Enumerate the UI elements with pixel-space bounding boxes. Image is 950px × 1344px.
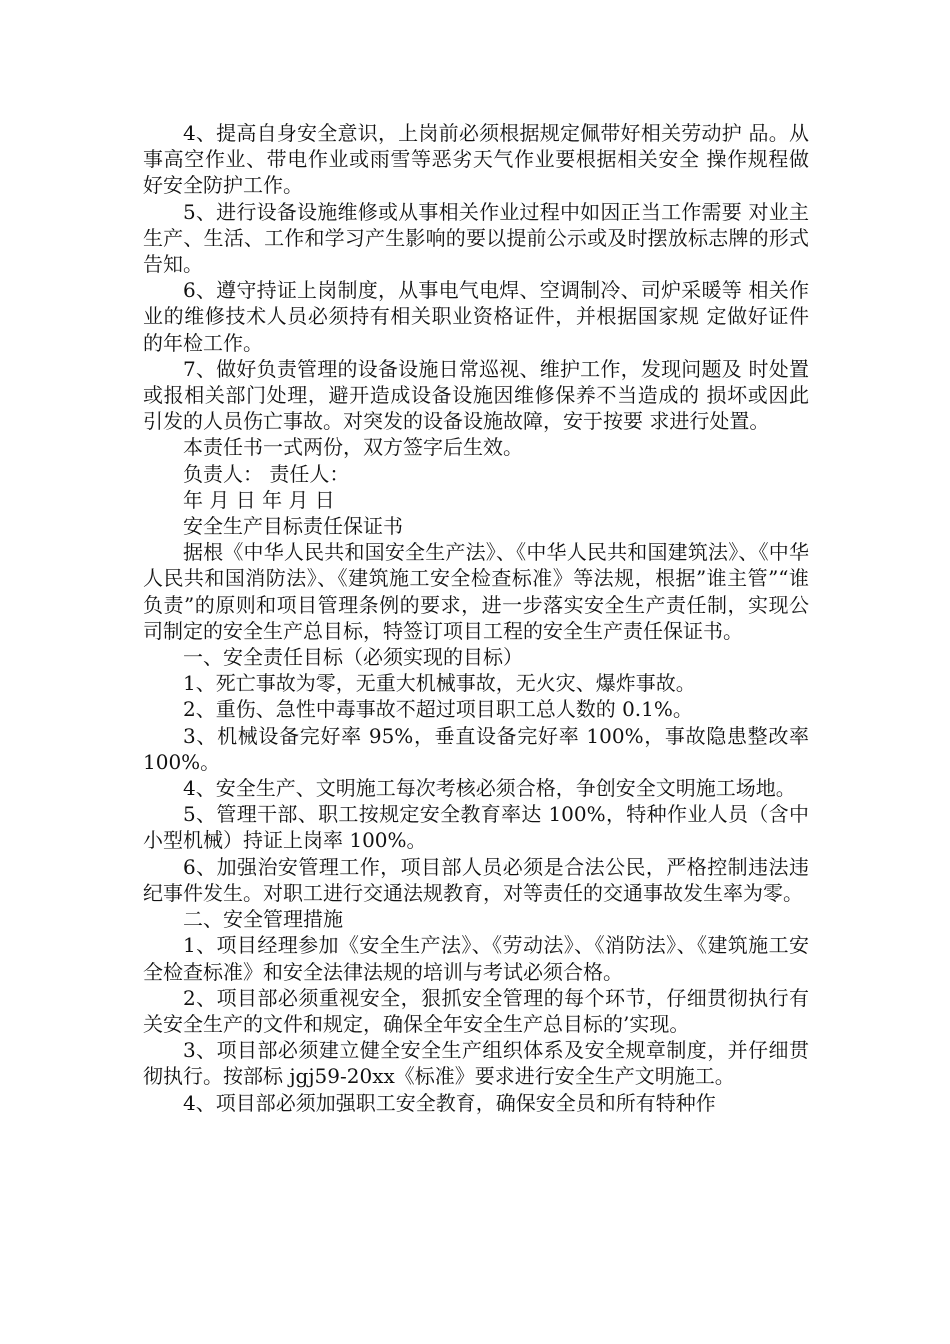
measure-item-1: 1、项目经理参加《安全生产法》、《劳动法》、《消防法》、《建筑施工安全检查标准》和安全法律法规的培训与考试必须合格。: [143, 933, 809, 984]
signature-line: 负责人： 责任人：: [183, 461, 350, 486]
goal-item-3: 3、机械设备完好率 95%，垂直设备完好率 100%，事故隐患整改率 100%。: [143, 723, 809, 774]
goal-item-4: 4、安全生产、文明施工每次考核必须合格，争创安全文明施工场地。: [183, 776, 796, 801]
paragraph-item-6-certification: 6、遵守持证上岗制度，从事电气电焊、空调制冷、司炉采暖等 相关作业的维修技术人员必须持有相关职业资格证件，并根据国家规 定做好证件的年检工作。: [143, 278, 809, 355]
paragraph-item-5-notice: 5、进行设备设施维修或从事相关作业过程中如因正当工作需要 对业主生产、生活、工作和学习产生影响的要以提前公示或及时摆放标志牌的形式告知。: [143, 199, 809, 277]
measure-item-4: 4、项目部必须加强职工安全教育，确保安全员和所有特种作: [183, 1090, 716, 1115]
paragraph-copies-note: 本责任书一式两份，双方签字后生效。: [183, 435, 523, 460]
date-line: 年 月 日 年 月 日: [183, 487, 335, 512]
goal-item-5: 5、管理干部、职工按规定安全教育率达 100%，特种作业人员（含中小型机械）持证上岗率 100%。: [143, 802, 809, 853]
paragraph-item-4-ppe: 4、提高自身安全意识，上岗前必须根据规定佩带好相关劳动护 品。从事高空作业、带电作业或雨雪等恶劣天气作业要根据相关安全 操作规程做好安全防护工作。: [143, 121, 809, 198]
goal-item-2: 2、重伤、急性中毒事故不超过项目职工总人数的 0.1%。: [183, 697, 693, 722]
document-page: [143, 120, 809, 1116]
goal-item-1: 1、死亡事故为零，无重大机械事故，无火灾、爆炸事故。: [183, 671, 696, 696]
measure-item-2: 2、项目部必须重视安全，狠抓安全管理的每个环节，仔细贯彻执行有关安全生产的文件和规定，确保全年安全生产总目标的’实现。: [143, 985, 809, 1036]
intro-paragraph: 据根《中华人民共和国安全生产法》、《中华人民共和国建筑法》、《中华人民共和国消防法》、《建筑施工安全检查标准》等法规，根据”谁主管”“谁负责”的原则和项目管理条例的要求，进一步落实安全生产责任制，实现公司制定的安全生产总目标，特签订项目工程的安全生产责任保证书。: [143, 540, 809, 643]
heading-safety-measures: 二、安全管理措施: [183, 907, 343, 932]
paragraph-item-7-inspection: 7、做好负责管理的设备设施日常巡视、维护工作，发现问题及 时处置或报相关部门处理，避开造成设备设施因维修保养不当造成的 损坏或因此引发的人员伤亡事故。对突发的设备设施故障，安于按要 求进行处置。: [143, 356, 809, 434]
measure-item-3: 3、项目部必须建立健全安全生产组织体系及安全规章制度，并仔细贯彻执行。按部标 jgj59-20xx《标准》要求进行安全生产文明施工。: [143, 1038, 809, 1089]
heading-safety-goals: 一、安全责任目标（必须实现的目标）: [183, 645, 523, 670]
section-title: 安全生产目标责任保证书: [183, 514, 403, 539]
goal-item-6: 6、加强治安管理工作，项目部人员必须是合法公民，严格控制违法违纪事件发生。对职工进行交通法规教育，对等责任的交通事故发生率为零。: [143, 854, 809, 905]
